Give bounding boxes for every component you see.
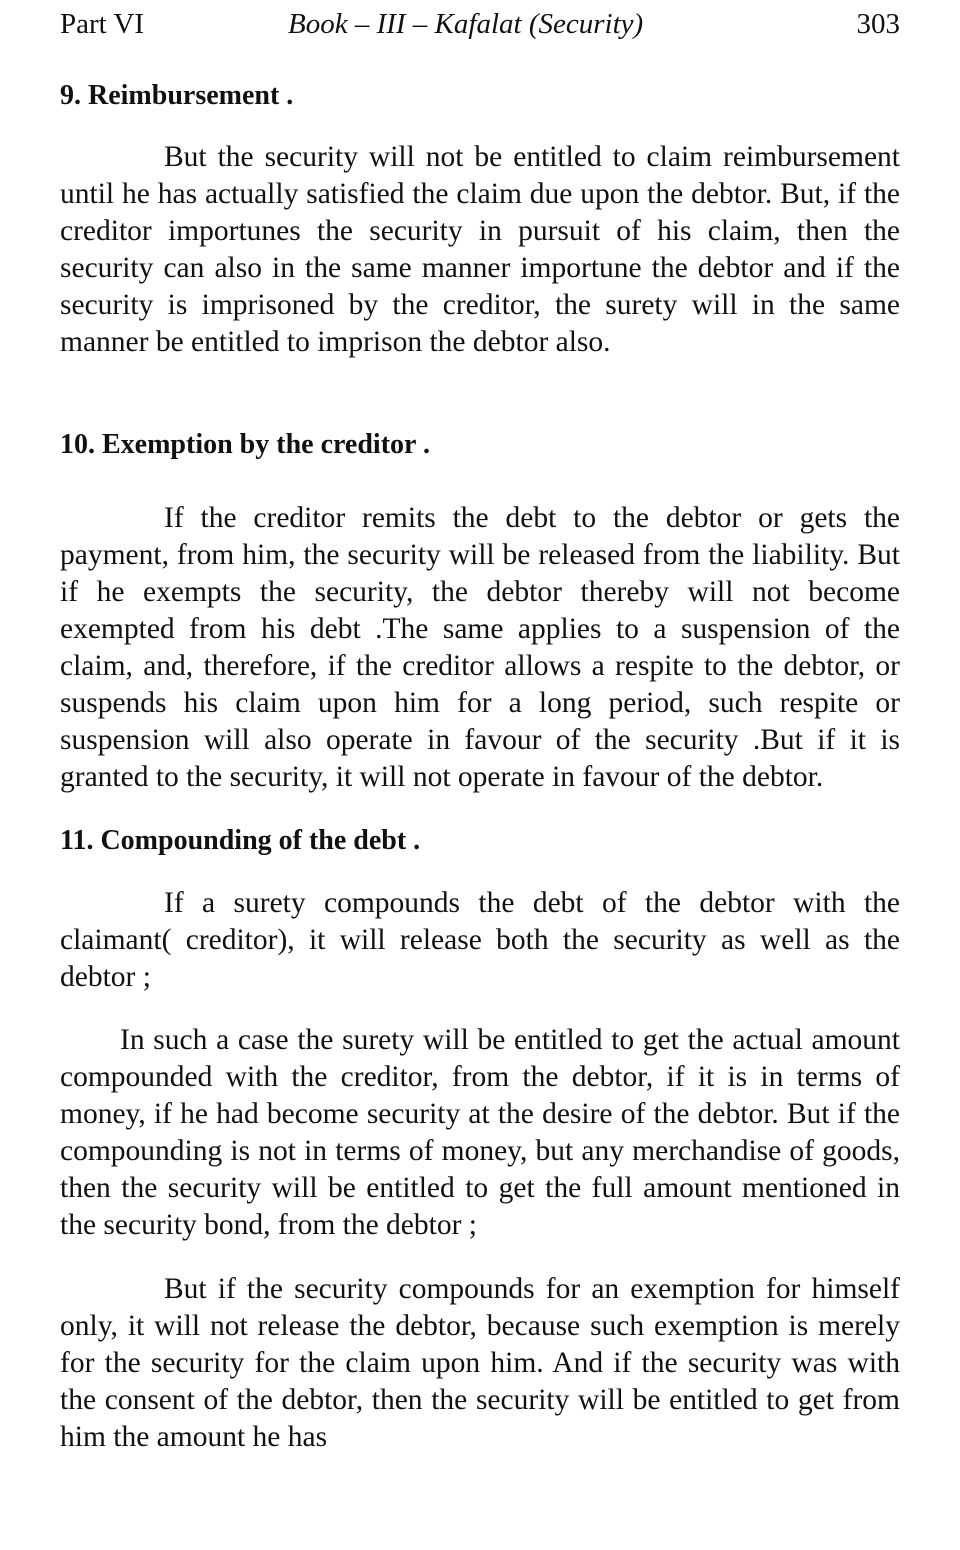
book-title: Book – III – Kafalat (Security) — [288, 8, 644, 40]
running-header — [60, 4, 900, 44]
section-heading-reimbursement: 9. Reimbursement . — [60, 80, 294, 111]
section-heading-compounding: 11. Compounding of the debt . — [60, 825, 421, 856]
part-label: Part VI — [60, 8, 145, 40]
paragraph-compounding-2: In such a case the surety will be entitled to get the actual amount compounded with the creditor, from the debtor, if it is in terms of money, if he had become security at the desire of the debtor. But if the compounding is not in terms of money, but any merchandise of goods, then the security will be entitled to get the full amount mentioned in the security bond, from the debtor ; — [60, 1024, 900, 1241]
page-number: 303 — [856, 8, 900, 40]
paragraph-compounding-1: If a surety compounds the debt of the debtor with the claimant( creditor), it will release both the security as well as the debtor ; — [60, 887, 900, 993]
paragraph-exemption: If the creditor remits the debt to the debtor or gets the payment, from him, the security will be released from the liability. But if he exempts the security, the debtor thereby will not become exempted from his debt .The same applies to a suspension of the claim, and, therefore, if the creditor allows a respite to the debtor, or suspends his claim upon him for a long period, such respite or suspension will also operate in favour of the security .But if it is granted to the security, it will not operate in favour of the debtor. — [60, 502, 900, 793]
paragraph-reimbursement: But the security will not be entitled to claim reimbursement until he has actually satisfied the claim due upon the debtor. But, if the creditor importunes the security in pursuit of his claim, then the security can also in the same manner importune the debtor and if the security is imprisoned by the creditor, the surety will in the same manner be entitled to imprison the debtor also. — [60, 141, 900, 358]
section-heading-exemption: 10. Exemption by the creditor . — [60, 429, 430, 460]
paragraph-compounding-3: But if the security compounds for an exemption for himself only, it will not release the debtor, because such exemption is merely for the security for the claim upon him. And if the security was with the consent of the debtor, then the security will be entitled to get from him the amount he has — [60, 1273, 900, 1453]
